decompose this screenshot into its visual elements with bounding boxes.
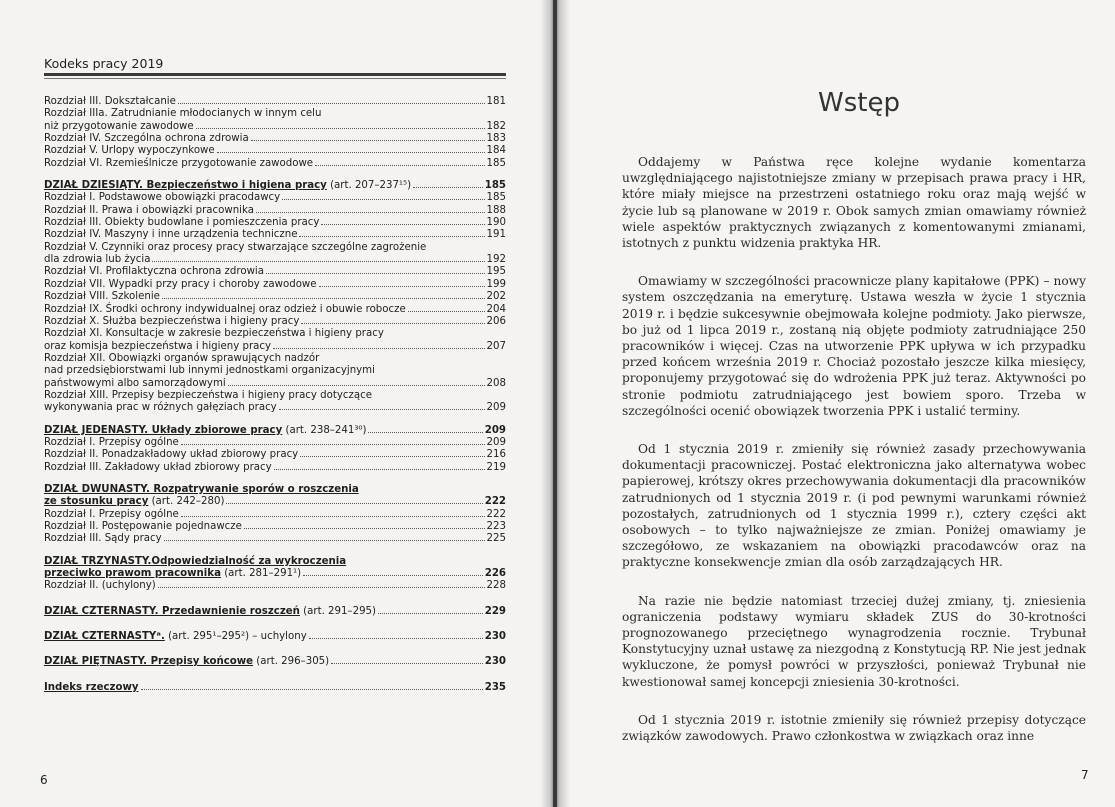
toc-entry [44, 533, 506, 545]
toc-entry-title: państwowymi albo samorządowymi [44, 377, 226, 389]
toc-article-range: (art. 238–241³⁰) [282, 424, 367, 436]
toc-page-number: 219 [486, 461, 506, 473]
toc-page-number: 228 [486, 580, 506, 592]
toc-leader-dots [274, 469, 485, 470]
toc-leader-dots [315, 165, 484, 166]
toc-gap [44, 415, 506, 425]
toc-page-number: 209 [484, 424, 506, 436]
toc-entry [44, 462, 506, 474]
toc-entry-title [44, 180, 411, 192]
toc-leader-dots [217, 152, 485, 153]
toc-entry-text: Rozdział XIII. Przepisy bezpieczeństwa i higieny pracy dotyczące [44, 389, 372, 401]
toc-entry-title: Rozdział III. Sądy pracy [44, 533, 162, 545]
toc-section-entry [44, 425, 506, 437]
toc-leader-dots [181, 516, 485, 517]
toc-entry-title: dla zdrowia lub życia [44, 254, 151, 266]
toc-section-entry [44, 568, 506, 580]
toc-page-number: 208 [486, 377, 506, 389]
toc-page-number: 191 [486, 229, 506, 241]
toc-entry [44, 158, 506, 170]
toc-entry-title: Rozdział VI. Profilaktyczna ochrona zdrowia [44, 266, 264, 278]
toc-entry-text: Rozdział XI. Konsultacje w zakresie bezpieczeństwa i higieny pracy [44, 328, 384, 340]
toc-entry-title: Rozdział I. Przepisy ogólne [44, 508, 179, 520]
toc-entry-title: oraz komisja bezpieczeństwa i higieny pracy [44, 340, 271, 352]
running-head: Kodeks pracy 2019 [44, 56, 164, 71]
toc-leader-dots [378, 613, 483, 614]
toc-entry-title [44, 631, 307, 643]
toc-entry [44, 145, 506, 157]
intro-text [622, 154, 1086, 766]
toc-leader-dots [181, 444, 485, 445]
header-rule-thin [44, 78, 506, 79]
toc-page-number: 182 [486, 120, 506, 132]
toc-entry [44, 279, 506, 291]
toc-leader-dots [408, 311, 485, 312]
toc-entry [44, 304, 506, 316]
toc-gap [44, 170, 506, 180]
toc-leader-dots [196, 128, 485, 129]
toc-leader-dots [303, 575, 483, 576]
toc-page-number: 230 [484, 656, 506, 668]
toc-gap [44, 618, 506, 631]
toc-entry-title: Rozdział II. Ponadzakładowy układ zbiorowy pracy [44, 449, 299, 461]
page-number-left: 6 [40, 773, 48, 787]
toc-leader-dots [244, 528, 485, 529]
toc-page-number: 190 [486, 217, 506, 229]
toc-entry [44, 254, 506, 266]
toc-entry [44, 192, 506, 204]
toc-leader-dots [331, 663, 483, 664]
toc-leader-dots [178, 103, 485, 104]
toc-leader-dots [321, 224, 484, 225]
toc-leader-dots [279, 409, 485, 410]
toc-entry-text: nad przedsiębiorstwami lub innymi jednostkami organizacyjnymi [44, 365, 375, 377]
toc-leader-dots [228, 385, 485, 386]
toc-page-number: 185 [486, 192, 506, 204]
toc-section-label: ze stosunku pracy [44, 496, 149, 508]
toc-leader-dots [300, 456, 484, 457]
toc-leader-dots [266, 273, 485, 274]
toc-gap [44, 474, 506, 484]
toc-entry [44, 437, 506, 449]
toc-article-range: (art. 291–295) [299, 605, 377, 617]
toc-entry [44, 402, 506, 414]
paragraph-2: Omawiamy w szczególności pracownicze plany kapitałowe (PPK) – nowy system oszczędzania na emeryturę. Ustawa weszła w życie 1 stycznia 2019 r. i będzie sukcesywnie obejmowała kolejne podmioty. Jako pierwsze, bo już od 1 lipca 2019 r., zostaną nią objęte podmioty zatrudniające 250 pracowników i więcej. Czas na utworzenie PPK upływa w ich przypadku przed końcem września 2019 r. Chociaż pozostało jeszcze kilka miesięcy, proponujemy przygotować się do wdrożenia PPK już teraz. Aktywności po stronie podmiotu zatrudniającego jest bowiem sporo. Trzeba w szczególności ocenić obowiązek tworzenia PPK i ustalić terminy. [622, 274, 1086, 418]
page-number-right: 7 [1081, 768, 1089, 782]
toc-page-number: 199 [486, 278, 506, 290]
header-rule [44, 73, 506, 76]
toc-entry [44, 449, 506, 461]
toc-entry-title: Rozdział IV. Szczególna ochrona zdrowia [44, 133, 249, 145]
toc-page-number: 222 [486, 508, 506, 520]
toc-entry [44, 217, 506, 229]
toc-entry [44, 521, 506, 533]
toc-entry-title: Rozdział II. Postępowanie pojednawcze [44, 521, 242, 532]
toc-article-range: (art. 295¹–295²) – uchylony [164, 631, 307, 643]
toc-leader-dots [301, 323, 484, 324]
toc-leader-dots [251, 140, 485, 141]
toc-leader-dots [152, 261, 484, 262]
toc-leader-dots [273, 348, 485, 349]
toc-entry-title [44, 425, 366, 437]
toc-page-number: 185 [486, 157, 506, 169]
toc-entry-text: Rozdział IIIa. Zatrudnianie młodocianych w innym celu [44, 108, 322, 120]
toc-section-entry [44, 180, 506, 192]
toc-page-number: 181 [486, 96, 506, 107]
toc-section-label: Indeks rzeczowy [44, 681, 139, 693]
toc-section-label: DZIAŁ CZTERNASTYᵃ. [44, 631, 165, 643]
toc-gap [44, 669, 506, 682]
toc-entry-title: wykonywania prac w różnych gałęziach pracy [44, 402, 277, 414]
paragraph-5: Od 1 stycznia 2019 r. istotnie zmieniły się również przepisy dotyczące związków zawodowych. Prawo członkostwa w związkach oraz inne [622, 712, 1086, 744]
toc-entry-title: Rozdział III. Dokształcanie [44, 96, 176, 107]
paragraph-3: Od 1 stycznia 2019 r. zmieniły się również zasady przechowywania dokumentacji pracowniczej. Postać elektroniczna jako alternatywa wobec papierowej, krótszy okres przechowywania dokumentacji dla pracowników zatrudnionych od 1 stycznia 2019 r. (i pod pewnymi warunkami również pozostałych, zatrudnionych od 1 stycznia 1999 r.), cztery części akt osobowych – to tylko najważniejsze ze zmian. Poniżej omawiamy je szczegółowo, ze wskazaniem na obowiązki pracodawców oraz na praktyczne konsekwencje zmian dla osób zarządzających HR. [622, 442, 1086, 570]
toc-leader-dots [164, 540, 485, 541]
toc-section-entry [44, 496, 506, 508]
toc-page-number: 230 [484, 631, 506, 643]
toc-page-number: 202 [486, 291, 506, 303]
toc-section-entry [44, 682, 506, 694]
toc-leader-dots [282, 199, 484, 200]
toc-entry-title: Rozdział IX. Środki ochrony indywidualnej oraz odzież i obuwie robocze [44, 303, 406, 315]
toc-entry-title: Rozdział II. Prawa i obowiązki pracownika [44, 204, 254, 216]
toc-entry-title: Rozdział V. Urlopy wypoczynkowe [44, 145, 215, 157]
toc-leader-dots [226, 503, 482, 504]
book-gutter [540, 0, 570, 807]
toc-entry [44, 316, 506, 328]
toc-page-number: 195 [486, 266, 506, 278]
toc-page-number: 206 [486, 315, 506, 327]
toc-leader-dots [158, 587, 485, 588]
toc-entry-title: Rozdział VI. Rzemieślnicze przygotowanie zawodowe [44, 157, 314, 169]
toc-page-number: 185 [484, 180, 506, 192]
toc-page-number: 192 [486, 254, 506, 266]
toc-entry-title: Rozdział I. Podstawowe obowiązki pracodawcy [44, 192, 281, 204]
toc-page-number: 209 [486, 436, 506, 448]
toc-section-heading [44, 484, 506, 496]
toc-page-number: 226 [484, 568, 506, 580]
toc-section-entry [44, 606, 506, 618]
toc-page-number: 209 [486, 402, 506, 414]
paragraph-4: Na razie nie będzie natomiast trzeciej dużej zmiany, tj. zniesienia ograniczenia podstawy wymiaru składek ZUS do 30-krotności prognozowanego przeciętnego wynagrodzenia rocznie. Trybunał Konstytucyjny uznał ustawę za niezgodną z Konstytucją RP. Nie jest jednak wykluczone, że pomysł powróci w przyszłości, ponieważ Trybunał nie kwestionował samej koncepcji zniesienia 30-krotności. [622, 593, 1086, 689]
toc-entry-title [44, 682, 139, 694]
toc-leader-dots [256, 212, 485, 213]
toc-gap [44, 643, 506, 656]
toc-leader-dots [309, 638, 483, 639]
toc-entry-title: Rozdział II. (uchylony) [44, 580, 156, 592]
toc-page-number: 229 [484, 605, 506, 617]
toc-entry-title [44, 568, 301, 580]
toc-section-label: DZIAŁ CZTERNASTY. Przedawnienie roszczeń [44, 605, 300, 617]
toc-entry-title: Rozdział IV. Maszyny i inne urządzenia techniczne [44, 229, 298, 241]
toc-section-entry [44, 631, 506, 643]
toc-entry-title [44, 606, 376, 618]
toc-entry [44, 266, 506, 278]
toc-article-range: (art. 296–305) [253, 656, 330, 668]
toc-entry [44, 580, 506, 592]
paragraph-1: Oddajemy w Państwa ręce kolejne wydanie komentarza uwzględniającego najistotniejsze zmiany w przepisach prawa pracy i HR, które miały miejsce na przestrzeni ostatniego roku oraz mają wejść w życie lub są planowane w 2019 r. Obok samych zmian omawiamy również wiele aspektów praktycznych związanych z komentowanymi zmianami, istotnych z punktu widzenia praktyka HR. [622, 155, 1086, 251]
toc-entry [44, 121, 506, 133]
toc-entry-title: niż przygotowanie zawodowe [44, 120, 194, 132]
toc-leader-dots [162, 298, 485, 299]
toc-entry [44, 378, 506, 390]
toc-page-number: 184 [486, 145, 506, 157]
toc-page-number: 207 [486, 340, 506, 352]
toc-leader-dots [319, 286, 485, 287]
table-of-contents [44, 96, 506, 694]
toc-entry-title: Rozdział III. Zakładowy układ zbiorowy pracy [44, 461, 272, 473]
left-page [0, 0, 553, 807]
toc-article-range: (art. 242–280) [148, 496, 225, 508]
toc-entry [44, 509, 506, 521]
toc-section-heading [44, 556, 506, 568]
toc-page-number: 225 [486, 533, 506, 545]
toc-entry-text: Rozdział V. Czynniki oraz procesy pracy stwarzające szczególne zagrożenie [44, 241, 427, 253]
toc-entry [44, 229, 506, 241]
toc-page-number: 216 [486, 449, 506, 461]
toc-entry-title: Rozdział X. Służba bezpieczeństwa i higieny pracy [44, 315, 300, 327]
toc-entry [44, 291, 506, 303]
toc-section-label: przeciwko prawom pracownika [44, 568, 221, 580]
toc-page-number: 222 [484, 496, 506, 508]
toc-article-range: (art. 207–237¹⁵) [326, 180, 412, 192]
toc-section-label: DZIAŁ DZIESIĄTY. Bezpieczeństwo i higiena pracy [44, 180, 327, 192]
toc-page-number: 204 [486, 303, 506, 315]
toc-section-label: DZIAŁ JEDENASTY. Układy zbiorowe pracy [44, 424, 283, 436]
toc-page-number: 235 [484, 681, 506, 693]
toc-entry [44, 341, 506, 353]
toc-gap [44, 546, 506, 556]
toc-gap [44, 593, 506, 606]
toc-article-range: (art. 281–291¹) [220, 568, 302, 580]
toc-page-number: 183 [486, 133, 506, 145]
toc-leader-dots [141, 689, 483, 690]
toc-entry [44, 133, 506, 145]
toc-page-number: 223 [486, 521, 506, 532]
toc-entry [44, 205, 506, 217]
toc-leader-dots [299, 236, 484, 237]
page-title: Wstęp [818, 88, 900, 118]
toc-section-entry [44, 656, 506, 668]
toc-leader-dots [413, 187, 483, 188]
toc-entry-text: Rozdział XII. Obowiązki organów sprawujących nadzór [44, 352, 320, 364]
toc-entry-title [44, 496, 224, 508]
toc-entry-title: Rozdział III. Obiekty budowlane i pomieszczenia pracy [44, 217, 320, 229]
toc-section-label: DZIAŁ DWUNASTY. Rozpatrywanie sporów o roszczenia [44, 483, 359, 495]
toc-entry-title [44, 656, 329, 668]
toc-entry-title: Rozdział VII. Wypadki przy pracy i choroby zawodowe [44, 278, 317, 290]
toc-leader-dots [368, 432, 482, 433]
toc-entry [44, 96, 506, 108]
toc-entry-title: Rozdział I. Przepisy ogólne [44, 436, 179, 448]
toc-entry-title: Rozdział VIII. Szkolenie [44, 291, 160, 303]
toc-page-number: 188 [486, 204, 506, 216]
toc-section-label: DZIAŁ PIĘTNASTY. Przepisy końcowe [44, 656, 254, 668]
toc-section-label: DZIAŁ TRZYNASTY.Odpowiedzialność za wykroczenia [44, 555, 347, 567]
